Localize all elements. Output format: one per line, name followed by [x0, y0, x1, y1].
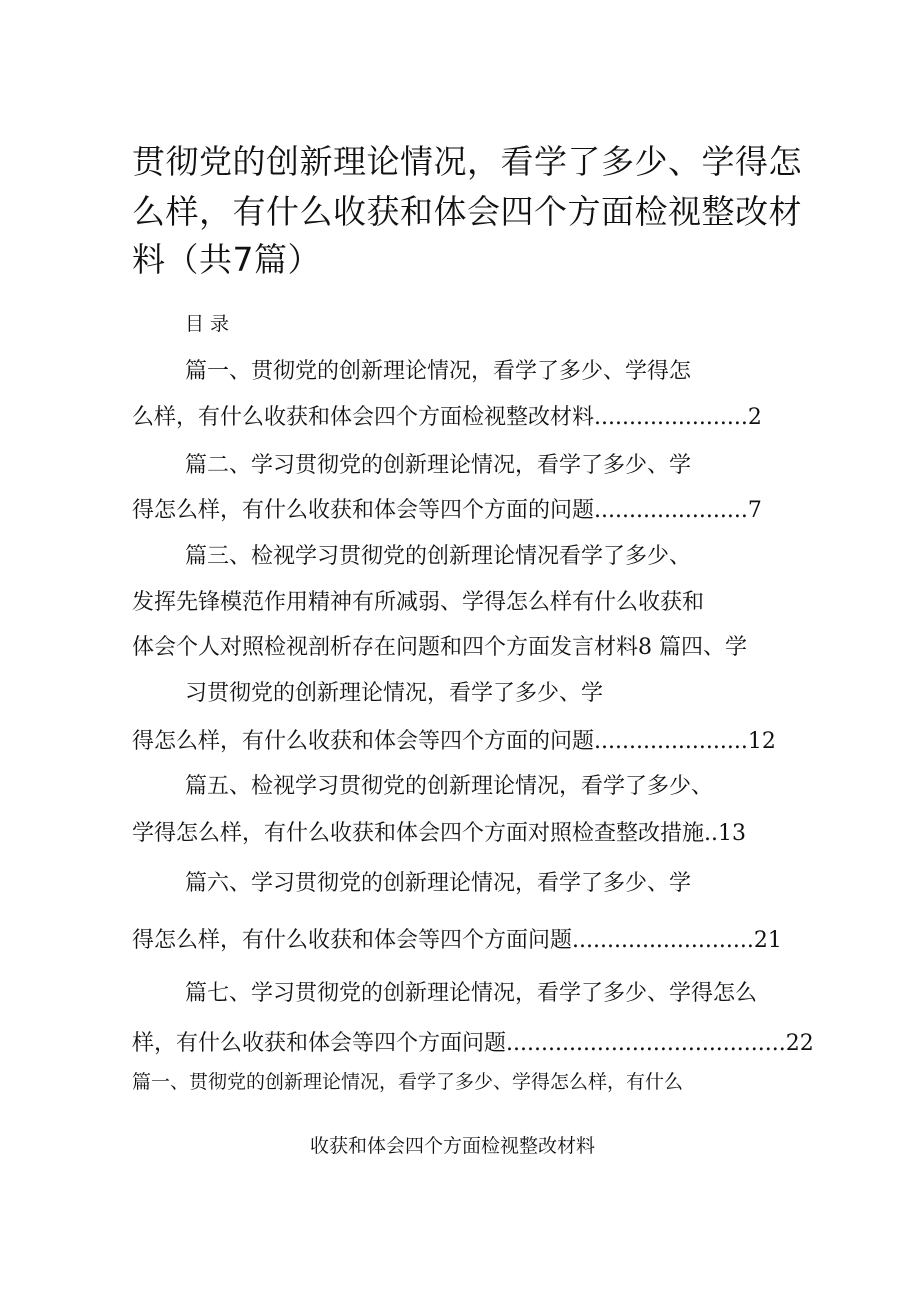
document-title-line-2: 么样，有什么收获和体会四个方面检视整改材	[132, 192, 802, 231]
toc-entry-7-line-1: 篇七、学习贯彻党的创新理论情况，看学了多少、学得怎么	[185, 981, 758, 1006]
toc-entry-2-line-2	[132, 497, 762, 525]
toc-page-number: 8	[638, 635, 653, 660]
toc-heading: 目录	[185, 313, 236, 335]
toc-entry-2-line-1: 篇二、学习贯彻党的创新理论情况，看学了多少、学	[185, 453, 692, 478]
toc-page-number: 7	[747, 498, 762, 523]
toc-entry-6-line-1: 篇六、学习贯彻党的创新理论情况，看学了多少、学	[185, 871, 692, 896]
toc-page-number: 21	[753, 928, 782, 953]
toc-entry-text: 学得怎么样，有什么收获和体会四个方面对照检查整改措施	[132, 821, 705, 846]
toc-entry-7-line-2	[132, 1030, 814, 1058]
toc-entry-text: 么样，有什么收获和体会四个方面检视整改材料	[132, 405, 595, 430]
toc-entry-4-start: 篇四、学	[659, 635, 748, 660]
section-heading-line-1: 篇一、贯彻党的创新理论情况，看学了多少、学得怎么样，有什么	[132, 1071, 684, 1093]
toc-page-number: 22	[785, 1031, 814, 1056]
toc-leader: ........................................	[506, 1031, 786, 1056]
toc-entry-6-line-2	[132, 927, 782, 955]
toc-entry-4-line-1: 习贯彻党的创新理论情况，看学了多少、学	[185, 681, 604, 706]
toc-entry-5-line-1: 篇五、检视学习贯彻党的创新理论情况，看学了多少、	[185, 774, 714, 799]
toc-leader: ......................	[594, 405, 748, 430]
toc-entry-1-line-1: 篇一、贯彻党的创新理论情况，看学了多少、学得怎	[185, 359, 692, 384]
toc-leader: ..	[704, 821, 719, 846]
toc-entry-3-line-3	[132, 634, 747, 662]
toc-entry-3-line-2: 发挥先锋模范作用精神有所减弱、学得怎么样有什么收获和	[132, 590, 705, 615]
toc-leader: ..........................	[572, 928, 754, 953]
toc-entry-text: 得怎么样，有什么收获和体会等四个方面的问题	[132, 729, 595, 754]
toc-entry-text: 得怎么样，有什么收获和体会等四个方面的问题	[132, 498, 595, 523]
toc-entry-text: 体会个人对照检视剖析存在问题和四个方面发言材料	[132, 635, 639, 660]
toc-page-number: 13	[718, 821, 747, 846]
toc-entry-4-line-2	[132, 728, 776, 756]
toc-entry-5-line-2	[132, 820, 746, 848]
toc-entry-1-line-2	[132, 404, 762, 432]
toc-leader: ......................	[594, 498, 748, 523]
toc-entry-text: 样，有什么收获和体会等四个方面问题	[132, 1031, 507, 1056]
toc-leader: ......................	[594, 729, 748, 754]
toc-entry-text: 得怎么样，有什么收获和体会等四个方面问题	[132, 928, 573, 953]
toc-page-number: 12	[747, 729, 776, 754]
toc-page-number: 2	[747, 405, 762, 430]
document-title-line-3: 料（共7篇）	[132, 240, 321, 279]
toc-entry-3-line-1: 篇三、检视学习贯彻党的创新理论情况看学了多少、	[185, 544, 692, 569]
document-title-line-1: 贯彻党的创新理论情况，看学了多少、学得怎	[132, 142, 802, 181]
section-heading-line-2: 收获和体会四个方面检视整改材料	[310, 1135, 596, 1157]
